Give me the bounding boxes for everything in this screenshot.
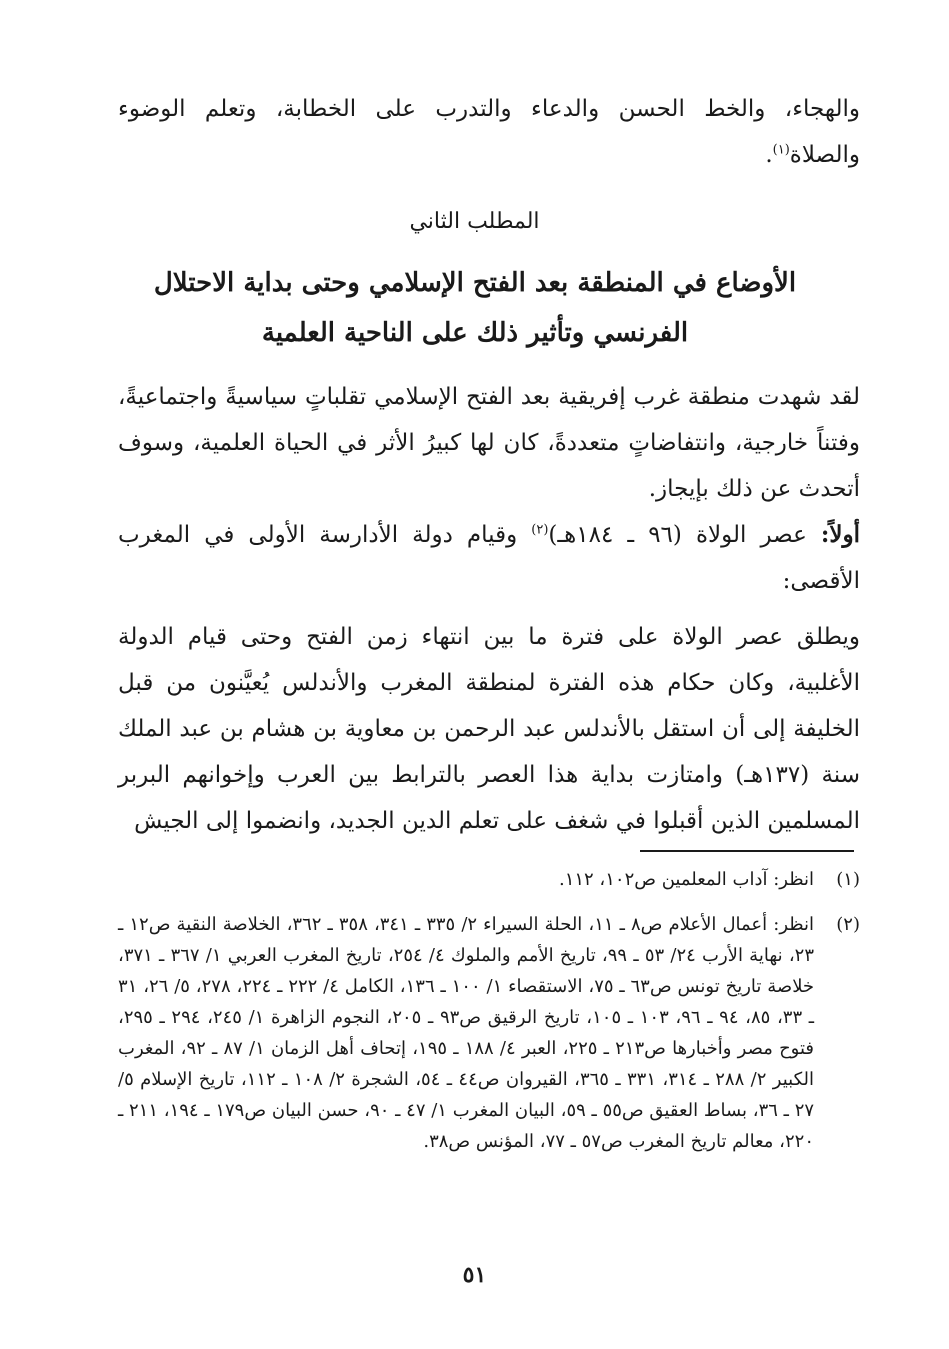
paragraph-3: ويطلق عصر الولاة على فترة ما بين انتهاء زمن الفتح وحتى قيام الدولة الأغلبية، وكان حكام هذه الفترة لمنطقة المغرب والأندلس يُعيَّنون من قبل الخليفة إلى أن استقل بالأندلس عبد الرحمن بن معاوية بن هشام بن عبد الملك سنة (١٣٧هـ) وامتازت بداية هذا العصر بالترابط بين العرب وإخوانهم البربر المسلمين الذين أقبلوا في شغف على تعلم الدين الجديد، وانضموا إلى الجيش — [118, 624, 860, 834]
section-title: الأوضاع في المنطقة بعد الفتح الإسلامي وحتى بداية الاحتلال الفرنسي وتأثير ذلك على الناحية العلمية — [153, 268, 797, 348]
intro-text: والهجاء، والخط الحسن والدعاء والتدرب على الخطابة، وتعلم الوضوء والصلاة — [118, 96, 860, 168]
section-label: المطلب الثاني — [409, 209, 540, 234]
paragraph-2 — [118, 512, 860, 604]
paragraph-2-text-b: وقيام دولة الأدارسة الأولى في المغرب الأقصى: — [118, 522, 860, 594]
footnote-1 — [118, 864, 860, 895]
footnote-ref-2: (٢) — [531, 522, 549, 538]
paragraph-2-lead: أولاً: — [820, 521, 860, 548]
intro-paragraph — [118, 86, 860, 178]
footnote-number: (١) — [836, 869, 860, 890]
footnote-divider — [640, 850, 854, 852]
footnote-ref-1: (١) — [772, 142, 790, 158]
intro-end: . — [765, 142, 773, 168]
footnote-text: انظر: أعمال الأعلام ص٨ ـ ١١، الحلة السيراء ٢/ ٣٣٥ ـ ٣٤١، ٣٥٨ ـ ٣٦٢، الخلاصة النقية ص١٢ ـ ٢٣، نهاية الأرب ٢٤/ ٥٣ ـ ٩٩، تاريخ الأمم والملوك ٤/ ٢٥٤، تاريخ المغرب العربي ١/ ٣٦٧ ـ ٣٧١، خلاصة تاريخ تونس ص٦٣ ـ ٧٥، الاستقصاء ١/ ١٠٠ ـ ١٣٦، الكامل ٤/ ٢٢٢ ـ ٢٢٤، ٢٧٨، ٥/ ٢٦، ٣١ ـ ٣٣، ٨٥، ٩٤ ـ ٩٦، ١٠٣ ـ ١٠٥، تاريخ الرقيق ص٩٣ ـ ٢٠٥، النجوم الزاهرة ١/ ٢٤٥، ٢٩٤ ـ ٢٩٥، فتوح مصر وأخبارها ص٢١٣ ـ ٢٢٥، العبر ٤/ ١٨٨ ـ ١٩٥، إتحاف أهل الزمان ١/ ٨٧ ـ ٩٢، المغرب الكبير ٢/ ٢٨٨ ـ ٣١٤، ٣٣١ ـ ٣٦٥، القيروان ص٤٤ ـ ٥٤، الشجرة ٢/ ١٠٨ ـ ١١٢، تاريخ الإسلام ٥/ ٢٧ ـ ٣٦، بساط العقيق ص٥٥ ـ ٥٩، البيان المغرب ١/ ٤٧ ـ ٩٠، حسن البيان ص١٧٩ ـ ١٩٤، ٢١١ ـ ٢٢٠، معالم تاريخ المغرب ص٥٧ ـ ٧٧، المؤنس ص٣٨. — [118, 914, 815, 1152]
footnote-text: انظر: آداب المعلمين ص١٠٢، ١١٢. — [558, 869, 814, 890]
footnotes — [118, 864, 860, 1171]
paragraph-1: لقد شهدت منطقة غرب إفريقية بعد الفتح الإسلامي تقلباتٍ سياسيةً واجتماعيةً، وفتناً خارجية، وانتفاضاتٍ متعددةً، كان لها كبيرُ الأثر في الحياة العلمية، وسوف أتحدث عن ذلك بإيجاز. — [118, 384, 860, 502]
footnote-number: (٢) — [836, 914, 860, 935]
footnote-2 — [118, 909, 860, 1157]
paragraph-2-text-a: عصر الولاة (٩٦ ـ ١٨٤هـ) — [548, 522, 821, 548]
page-number: ٥١ — [462, 1262, 487, 1288]
